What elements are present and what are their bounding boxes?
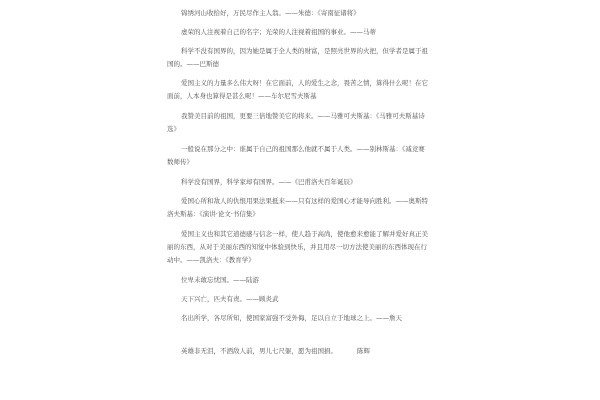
quote-paragraph-11: 天下兴亡，匹夫有责。——顾炎武 xyxy=(181,295,279,303)
closing-quote-text: 英雄非无泪，不洒敌人前，男儿七尺躯，愿为祖国捐。 xyxy=(181,347,337,355)
quote-paragraph-8: 爱国心所和敌人的仇恨用果法果抵来——只有这样的爱国心才能导向胜利。——奥斯特洛夫斯基：《演讲·论文·书信集》 xyxy=(167,197,428,218)
quote-paragraph-10: 位卑未敢忘忧国。——陆游 xyxy=(181,276,259,284)
quote-paragraph-4: 爱国主义的力量多么伟大呀！在它面前，人的爱生之念，畏苦之情，算得什么呢！在它面前，人本身也算得是甚么呢！——车尔尼雪夫斯基 xyxy=(167,79,428,100)
quote-paragraph-3: 科学不没有国界的，因为她是属于全人类的财富，是照亮世界的火把，但学者是属于祖国的。——巴斯德 xyxy=(167,47,428,68)
closing-quote xyxy=(167,345,397,358)
quote-paragraph-7: 科学没有国界，科学家却有国界。——《巴甫洛夫百年诞辰》 xyxy=(181,178,357,186)
closing-quote-author: 陈辉 xyxy=(357,347,370,355)
quote-paragraph-5: 我赞美目前的祖国，更要三倍地赞美它的将来。——马雅可夫斯基：《马雅可夫斯基诗选》 xyxy=(167,112,425,133)
quote-paragraph-9: 爱国主义也和其它道德感与信念一样，使人趋于高尚，使他愈来愈能了解并爱好真正美丽的东西，从对于美丽东西的知觉中体验到快乐，并且用尽一切方法使美丽的东西体现在行动中。——凯洛夫：《教育学》 xyxy=(167,230,428,264)
quote-paragraph-6: 一般说在那分之中：谁属于自己的祖国那么他就不属于人类。——别林斯基：《减竞赛数师传》 xyxy=(167,145,425,166)
quote-paragraph-2: 虚荣的人注视着自己的名字；光荣的人注视着祖国的事业。——马蒂 xyxy=(181,28,376,36)
quote-paragraph-12: 名出所学，各尽所知，使国家富强不受外侮，足以自立于地球之上。——詹天 xyxy=(181,314,402,322)
quote-paragraph-1: 锦绣河山收拾好，万民尽作主人翁。——朱德：《寄南征诸将》 xyxy=(181,9,360,17)
